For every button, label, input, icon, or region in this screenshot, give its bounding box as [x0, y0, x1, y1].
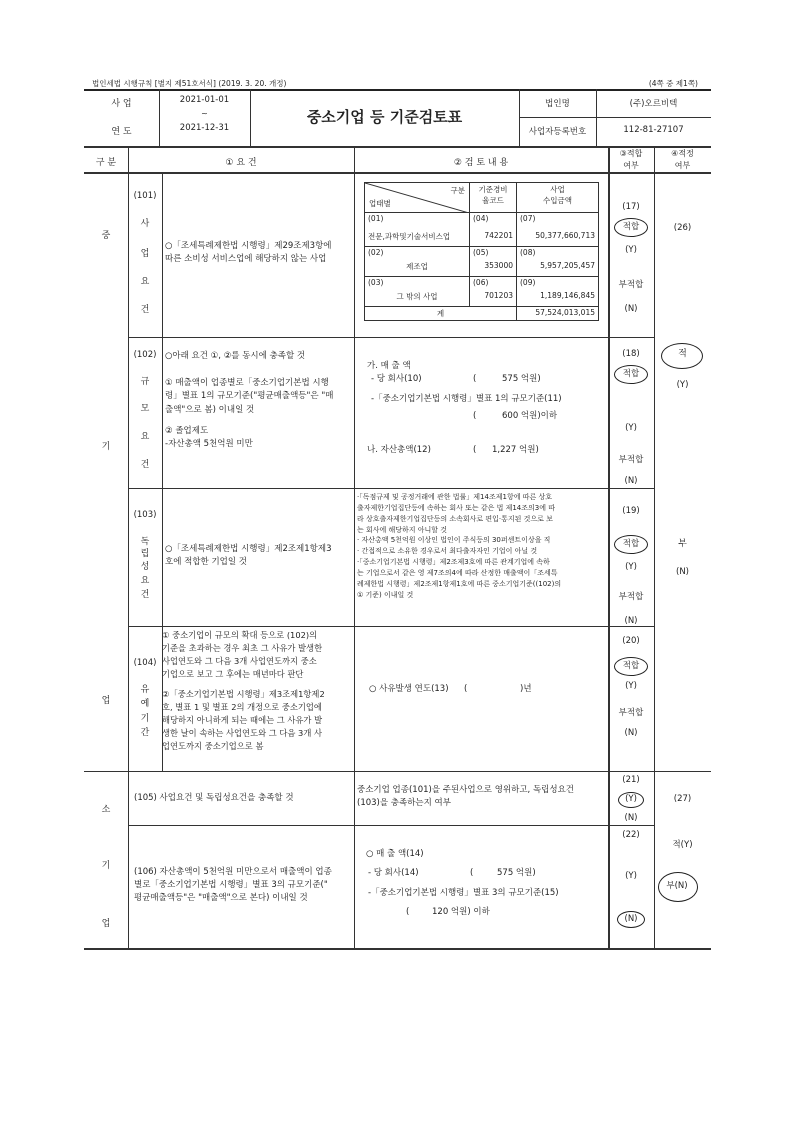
- r102-fit-y: (Y): [625, 423, 637, 433]
- grid-line: [354, 148, 355, 948]
- label-saeop: 사 업: [111, 99, 132, 109]
- r104-content: ○ 사유발생 연도(13) ( )년: [369, 684, 532, 694]
- r102-num: (102): [133, 350, 157, 360]
- top-rule: [84, 89, 711, 91]
- r103-v3: 성: [140, 562, 150, 572]
- period-end: 2021-12-31: [179, 123, 230, 133]
- r102-content: 가. 매 출 액 - 당 회사(10) ( 575 억원) -「중소기업기본법 시행령」별표 1의 규모기준(11) ( 600 억원)이하 나. 자산총액(12) ( 1,227 억원): [367, 361, 562, 456]
- r105-adequacy: (27): [673, 794, 692, 804]
- r104-fit-no: 부적합: [618, 708, 644, 718]
- r101-num: (101): [133, 191, 157, 201]
- r103-v4: 요: [140, 576, 150, 586]
- table-row: (01) 전문,과학및기술서비스업 (04) 742201 (07) 50,377,660,713: [365, 213, 599, 247]
- corp-name: (주)오르비텍: [629, 99, 678, 109]
- page-title: 중소기업 등 기준검토표: [306, 108, 463, 126]
- r102-adequacy-a: 적: [678, 349, 687, 359]
- r104-v2: 예: [140, 699, 150, 709]
- table-row: (03) 그 밖의 사업 (06) 701203 (09) 1,189,146,845: [365, 277, 599, 307]
- r103-num: (103): [133, 510, 157, 520]
- col-header-rule: [84, 172, 711, 174]
- r103-adequacy-b: (N): [676, 567, 689, 577]
- table-diagonal-header: 구분 업태별: [365, 183, 470, 213]
- r101-v1: 사: [140, 219, 150, 229]
- r102-v1: 규: [140, 377, 150, 387]
- r104-fit-y: (Y): [625, 681, 637, 691]
- r103-requirement: ○「조세특례제한법 시행령」제2조제1항제3 호에 적합한 기업일 것: [165, 544, 332, 568]
- r101-fit-n: (N): [624, 304, 638, 314]
- r102-v2: 모: [140, 404, 150, 414]
- r101-fit-num: (17): [622, 202, 640, 212]
- r104-num: (104): [133, 658, 157, 668]
- r101-requirement: ○「조세특례제한법 시행령」제29조제3항에 따른 소비성 서비스업에 해당하지 않는 사업: [165, 241, 332, 265]
- col-gubun: 구 분: [95, 158, 117, 168]
- r106-requirement: (106) 자산총액이 5천억원 미만으로서 매출액이 업종 별로「중소기업기본법 시행령」별표 3의 규모기준(" 평균매출액등"은 "매출액"으로 본다) 이내일 것: [134, 867, 332, 904]
- grid-line: [128, 771, 129, 948]
- col-yogeon: ① 요 건: [225, 158, 257, 168]
- label-yeondo: 연 도: [111, 127, 132, 137]
- r103-content: ·「독점규제 및 공정거래에 관한 법률」제14조제1항에 따른 상호 출자제한기업집단등에 속하는 회사 또는 같은 법 제14조의3에 따 라 상호출자제한기업집단등의 소속회사로 편입·통지된 것으로 보 는 회사에 해당하지 아니할 것 · 자산총액 5천억원 이상인 법인이 주식등의 30퍼센트이상을 직 · 간접적으로 소유한 경우로서 최다출자자인 기업이 아닐 것 ·「중소기업기본법 시행령」제2조제3호에 따른 관계기업에 속하 는 기업으로서 같은 영 제7조의4에 따라 산정한 매출액이「조세특 례제한법 시행령」제2조제1항제1호에 따른 중소기업기준((102)의 ① 기준) 이내일 것: [357, 493, 562, 599]
- bottom-rule: [84, 948, 711, 950]
- r105-requirement: (105) 사업요건 및 독립성요건을 충족할 것: [134, 793, 294, 803]
- row-rule: [128, 337, 654, 338]
- r103-fit-num: (19): [622, 506, 640, 516]
- biz-no: 112-81-27107: [623, 125, 684, 135]
- col-fit-1: ③적합: [619, 149, 643, 158]
- r103-fit-y: (Y): [625, 562, 637, 572]
- r101-fit-no: 부적합: [618, 280, 644, 290]
- row-rule: [128, 488, 654, 489]
- row-rule: [128, 825, 654, 826]
- table-total-row: 계 57,524,013,015: [365, 307, 599, 321]
- r101-business-table: 구분 업태별 기준경비 율코드 사업 수입금액 (01) 전문,과학및기술서비스업 (04) 742201 (07) 50,377,660,713 (02) 제조업 (05) 353000 (08) 5,957,205,457 (03) 그 밖의 사업 (06) 701203 (09) 1,189,146,845 계 57,524,013,015: [364, 182, 599, 321]
- table-row: (02) 제조업 (05) 353000 (08) 5,957,205,457: [365, 247, 599, 277]
- r106-fit-n: (N): [624, 914, 638, 924]
- r104-fit-num: (20): [622, 636, 640, 646]
- form-reference: 법인세법 시행규칙 [별지 제51호서식] (2019. 3. 20. 개정): [92, 79, 287, 88]
- row-rule: [84, 771, 711, 772]
- r102-requirement: ○아래 요건 ①, ②를 동시에 충족할 것 ① 매출액이 업종별로「중소기업기본법 시행 령」별표 1의 규모기준("평균매출액등"은 "매 출액"으로 봄) 이내일 것 ② 졸업제도 -자산총액 5천억원 미만: [165, 351, 334, 449]
- side-jung: 중: [101, 231, 111, 241]
- side-gi2: 기: [101, 861, 111, 871]
- r105-fit-y: (Y): [625, 794, 637, 804]
- r106-adequacy-a: 적(Y): [672, 840, 693, 850]
- r104-v3: 기: [140, 714, 150, 724]
- period-start: 2021-01-01: [179, 95, 230, 105]
- r101-v4: 건: [140, 305, 150, 315]
- side-so: 소: [101, 805, 111, 815]
- side-eop: 업: [101, 696, 111, 706]
- r103-v1: 독: [140, 537, 150, 547]
- r106-fit-y: (Y): [625, 871, 637, 881]
- corp-name-label: 법인명: [545, 99, 570, 109]
- row-rule: [128, 626, 654, 627]
- r104-fit-n: (N): [624, 728, 638, 738]
- period-tilde: ~: [201, 109, 208, 118]
- r106-adequacy-b: 부(N): [666, 881, 688, 891]
- r103-v2: 립: [140, 549, 150, 559]
- r106-fit-num: (22): [622, 830, 640, 840]
- r103-fit-yes: 적합: [622, 539, 640, 549]
- r101-fit-y: (Y): [625, 245, 637, 255]
- r101-fit-yes: 적합: [622, 222, 640, 232]
- r102-fit-num: (18): [622, 349, 640, 359]
- title-divider: [519, 117, 711, 118]
- r106-content: ○ 매 출 액(14) - 당 회사(14) ( 575 억원) -「중소기업기본법 시행령」별표 3의 규모기준(15) ( 120 억원) 이하: [366, 849, 559, 918]
- grid-line: [128, 148, 129, 771]
- r102-adequacy-b: (Y): [676, 380, 689, 390]
- col-adequacy-1: ④적정: [671, 149, 694, 158]
- page-reference: (4쪽 중 제1쪽): [648, 79, 698, 88]
- r102-fit-yes: 적합: [622, 369, 640, 379]
- col-content: ② 검 토 내 용: [453, 158, 509, 168]
- r104-fit-yes: 적합: [622, 661, 640, 671]
- side-eop2: 업: [101, 919, 111, 929]
- r101-v2: 업: [140, 249, 150, 259]
- r105-content: 중소기업 업종(101)을 주된사업으로 영위하고, 독립성요건 (103)을 충족하는지 여부: [357, 785, 575, 809]
- r102-fit-no: 부적합: [618, 455, 644, 465]
- r101-adequacy: (26): [673, 223, 692, 233]
- biz-no-label: 사업자등록번호: [528, 127, 587, 137]
- r103-fit-n: (N): [624, 616, 638, 626]
- col-adequacy-2: 여부: [674, 161, 691, 170]
- r103-fit-no: 부적합: [618, 592, 644, 602]
- r102-fit-n: (N): [624, 476, 638, 486]
- r101-v3: 요: [140, 277, 150, 287]
- r105-fit-n: (N): [624, 813, 638, 823]
- r104-v4: 간: [140, 728, 150, 738]
- r104-requirement: ① 중소기업이 규모의 확대 등으로 (102)의 기준을 초과하는 경우 최초 그 사유가 발생한 사업연도와 그 다음 3개 사업연도까지 중소 기업으로 보고 그 후에는 매년마다 판단 ②「중소기업기본법 시행령」제3조제1항제2 호, 별표 1 및 별표 2의 개정으로 중소기업에 해당하지 아니하게 되는 때에는 그 사유가 발 생한 날이 속하는 사업연도와 그 다음 3개 사 업연도까지 중소기업으로 봄: [162, 630, 325, 751]
- r102-v4: 건: [140, 460, 150, 470]
- col-fit-2: 여부: [623, 161, 639, 170]
- r102-v3: 요: [140, 432, 150, 442]
- r104-v1: 유: [140, 685, 150, 695]
- r105-fit-num: (21): [622, 775, 640, 785]
- side-gi: 기: [101, 442, 111, 452]
- r103-adequacy-a: 부: [678, 539, 687, 549]
- r103-v5: 건: [140, 590, 150, 600]
